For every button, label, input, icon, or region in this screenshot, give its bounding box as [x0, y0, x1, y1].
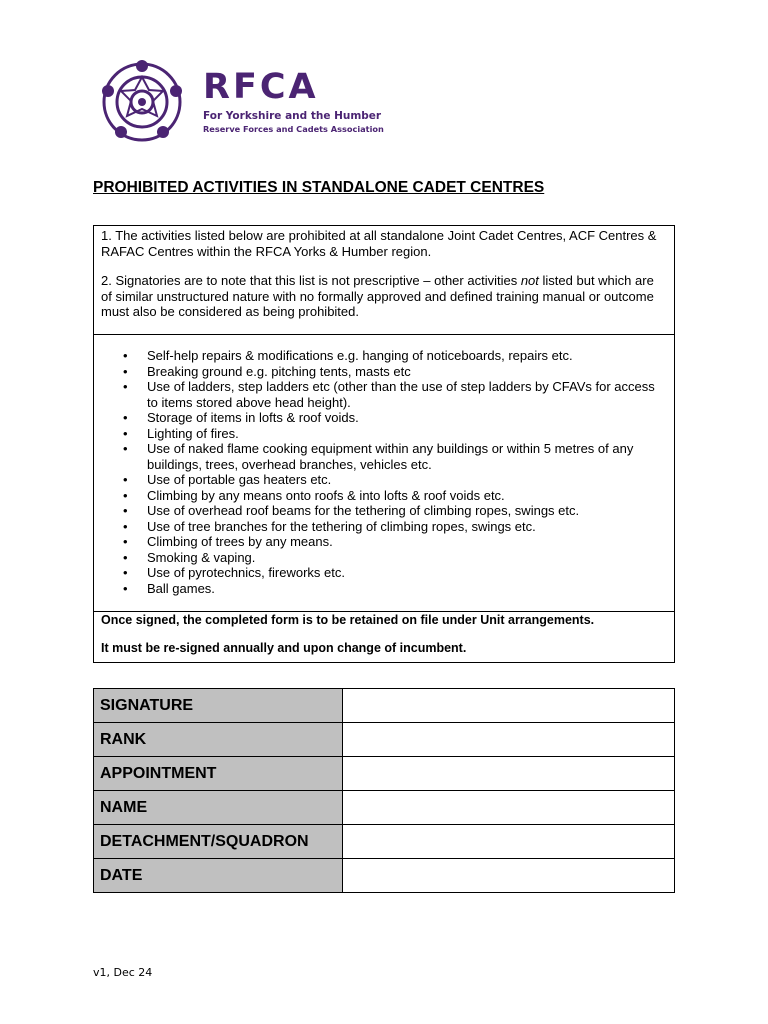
- list-item: • Use of ladders, step ladders etc (other than the use of step ladders by CFAVs for access to items stored above head height).: [147, 379, 664, 410]
- brand-tagline: Reserve Forces and Cadets Association: [203, 124, 384, 134]
- intro-p2-emphasis: not: [520, 273, 539, 288]
- list-item: • Breaking ground e.g. pitching tents, masts etc: [147, 364, 664, 380]
- list-item: • Climbing of trees by any means.: [147, 534, 664, 550]
- list-item: • Self-help repairs & modifications e.g. hanging of noticeboards, repairs etc.: [147, 348, 664, 364]
- intro-box: [93, 225, 675, 335]
- list-item: • Lighting of fires.: [147, 426, 664, 442]
- intro-paragraph-2: [94, 273, 674, 320]
- document-title: PROHIBITED ACTIVITIES IN STANDALONE CADET CENTRES: [93, 179, 545, 196]
- detachment-squadron-label: DETACHMENT/SQUADRON: [94, 825, 343, 859]
- brand-name: RFCA: [203, 67, 319, 107]
- rfca-logo: [97, 60, 397, 144]
- resign-note: It must be re-signed annually and upon change of incumbent.: [101, 640, 467, 655]
- list-item: • Storage of items in lofts & roof voids.: [147, 410, 664, 426]
- intro-paragraph-1: 1. The activities listed below are prohibited at all standalone Joint Cadet Centres, ACF Centres & RAFAC Centres within the RFCA Yorks & Humber region.: [101, 228, 657, 259]
- list-item: • Ball games.: [147, 581, 664, 597]
- list-item: • Use of naked flame cooking equipment within any buildings or within 5 metres of any buildings, trees, overhead branches, vehicles etc.: [147, 441, 664, 472]
- brand-subtitle: For Yorkshire and the Humber: [203, 110, 382, 122]
- signature-field[interactable]: [343, 689, 675, 723]
- table-row: [94, 791, 675, 825]
- appointment-label: APPOINTMENT: [94, 757, 343, 791]
- prohibited-activities-list: [94, 333, 674, 596]
- list-item: • Smoking & vaping.: [147, 550, 664, 566]
- signature-table: [93, 688, 675, 893]
- retention-notes-box: [93, 611, 675, 663]
- name-field[interactable]: [343, 791, 675, 825]
- table-row: [94, 825, 675, 859]
- name-label: NAME: [94, 791, 343, 825]
- intro-p2-end: listed but which are of similar unstructured nature with no formally approved and defined training manual or outcome must also be considered as being prohibited.: [101, 273, 654, 319]
- retention-note: Once signed, the completed form is to be retained on file under Unit arrangements.: [101, 613, 595, 627]
- list-item: • Use of pyrotechnics, fireworks etc.: [147, 565, 664, 581]
- prohibited-activities-box: [93, 333, 675, 612]
- date-label: DATE: [94, 859, 343, 893]
- list-item: • Use of overhead roof beams for the tethering of climbing ropes, swings etc.: [147, 503, 664, 519]
- list-item: • Use of portable gas heaters etc.: [147, 472, 664, 488]
- yorkshire-rose-icon: [97, 60, 189, 144]
- date-field[interactable]: [343, 859, 675, 893]
- rank-label: RANK: [94, 723, 343, 757]
- table-row: [94, 757, 675, 791]
- table-row: [94, 859, 675, 893]
- brand-block: [203, 68, 384, 135]
- signature-label: SIGNATURE: [94, 689, 343, 723]
- list-item: • Use of tree branches for the tethering of climbing ropes, swings etc.: [147, 519, 664, 535]
- rank-field[interactable]: [343, 723, 675, 757]
- list-item: • Climbing by any means onto roofs & into lofts & roof voids etc.: [147, 488, 664, 504]
- version-footer: v1, Dec 24: [93, 966, 153, 979]
- appointment-field[interactable]: [343, 757, 675, 791]
- table-row: [94, 723, 675, 757]
- intro-p2-start: 2. Signatories are to note that this list is not prescriptive – other activities: [101, 273, 521, 288]
- detachment-squadron-field[interactable]: [343, 825, 675, 859]
- table-row: [94, 689, 675, 723]
